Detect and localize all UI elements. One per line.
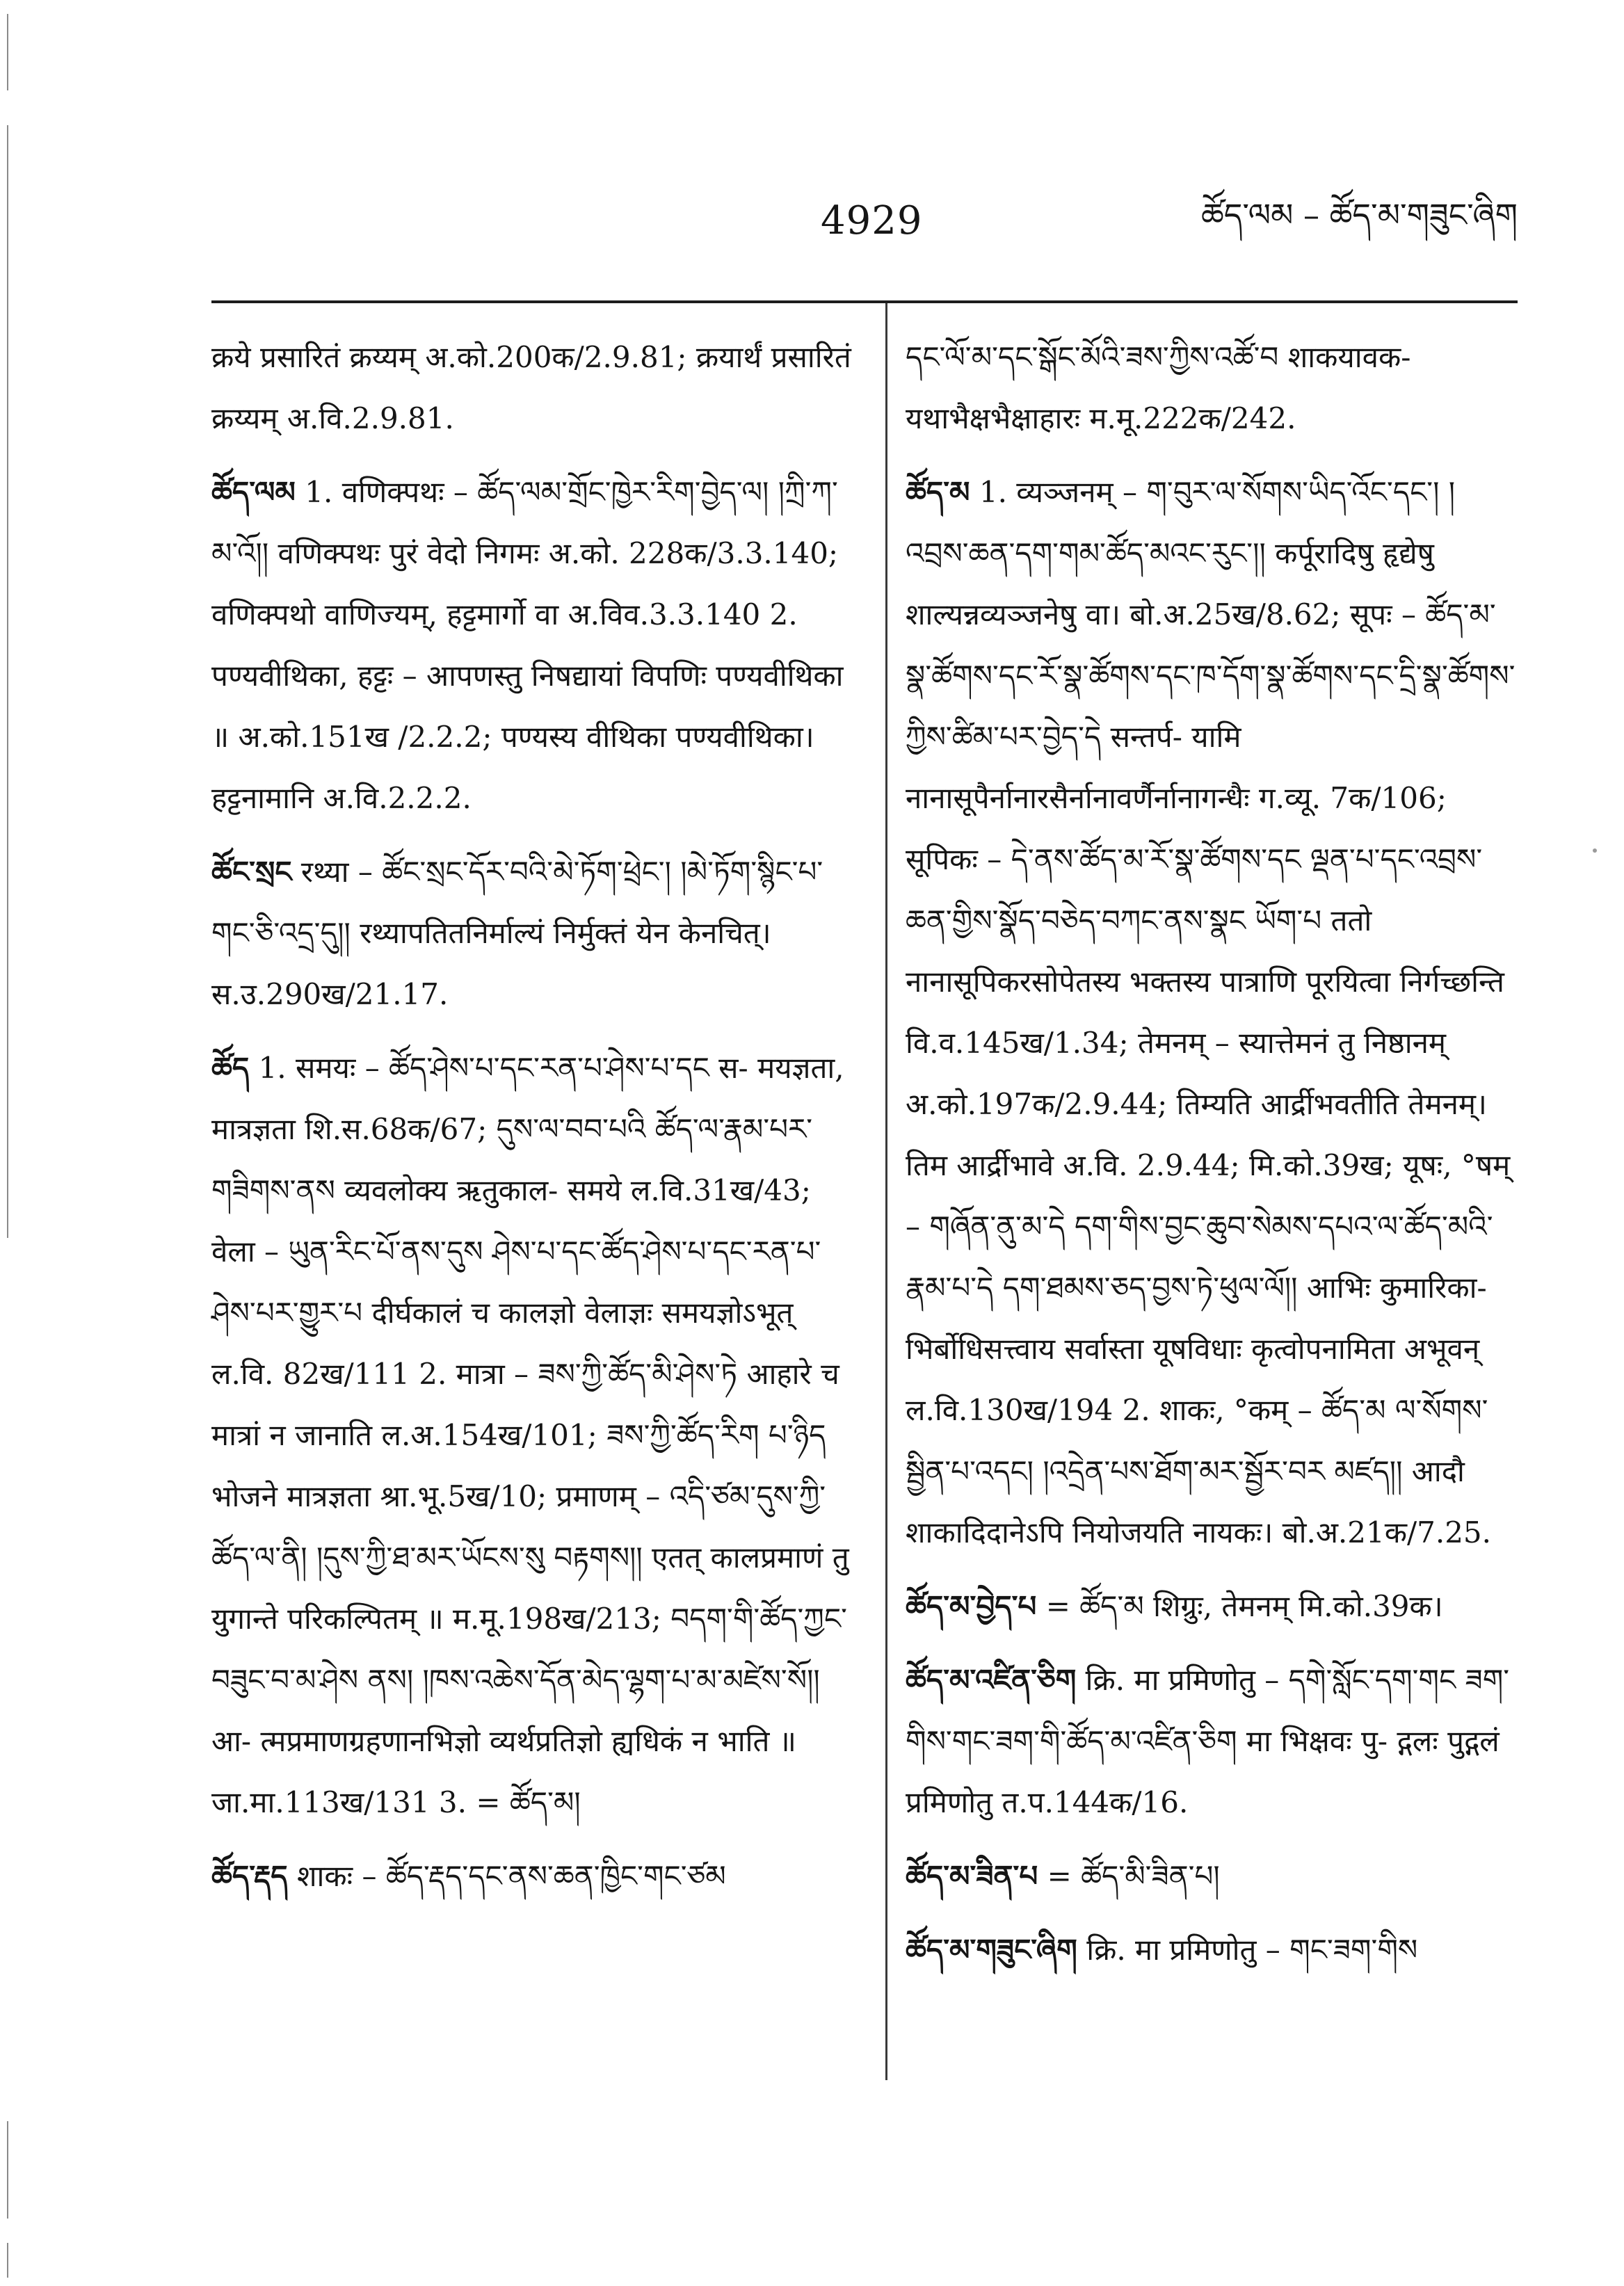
entry-headword: ཚོད་རྡད	[211, 1859, 288, 1893]
scan-speck	[1593, 848, 1597, 853]
entry-text: क्रि. मा प्रमिणोतु – གང་ཟག་གིས	[1077, 1933, 1418, 1967]
dictionary-entry	[906, 1846, 1518, 1907]
dictionary-entry	[211, 462, 858, 829]
right-continuation: དང་ལོ་མ་དང་སྒོང་མོའི་ཟས་ཀྱིས་འཚོ་བ शाकयावक- यथाभैक्षभैक्षाहारः म.मू.222क/242.	[906, 340, 1411, 435]
dictionary-entry	[906, 1576, 1518, 1637]
dictionary-entry	[211, 842, 858, 1025]
right-column	[906, 327, 1518, 1993]
dictionary-entry	[906, 462, 1518, 1563]
header-rule	[211, 300, 1518, 303]
entry-text: 1. व्यञ्जनम् – ག་བུར་ལ་སོགས་ཡིད་འོང་དང་། །འབྲས་ཆན་དག་གམ་ཚོད་མའང་རུང་།། कर्पूरादिषु हृद्येषु शाल्यन्नव्यञ्जनेषु वा। बो.अ.25ख/8.62; सूपः – ཚོད་མ་སྣ་ཚོགས་དང་རོ་སྣ་ཚོགས་དང་ཁ་དོག་སྣ་ཚོགས་དང་དྲི་སྣ་ཚོགས་ཀྱིས་ཚིམ་པར་བྱེད་དེ सन्तर्प- यामि नानासूपैर्नानारसैर्नानावर्णैर्नानागन्धैः ग.व्यू. 7क/106; सूपिकः – དེ་ནས་ཚོད་མ་རོ་སྣ་ཚོགས་དང ལྡན་པ་དང་འབྲས་ཆན་གྱིས་སྣོད་བཅེད་བཀང་ནས་སྣང ཡོག་པ ततो नानासूपिकरसोपेतस्य भक्तस्य पात्राणि पूरयित्वा निर्गच्छन्ति वि.व.145ख/1.34; तेमनम् – स्यात्तेमनं तु निष्ठानम् अ.को.197क/2.9.44; तिम्यति आर्द्रीभवतीति तेमनम्। तिम आर्द्रीभावे अ.वि. 2.9.44; मि.को.39ख; यूषः, °षम् – གཞོན་ནུ་མ་དེ དག་གིས་བྱང་ཆུབ་སེམས་དཔའ་ལ་ཚོད་མའི་རྣམ་པ་དེ དག་ཐམས་ཅད་བྱས་ཏེ་ཕུལ་ལོ།། आभिः कुमारिका- भिर्बोधिसत्त्वाय सर्वास्ता यूषविधाः कृत्वोपनामिता अभूवन् ल.वि.130ख/194 2. शाकः, °कम् – ཚོད་མ ལ་སོགས་སྦྱིན་པ་འདང། །འདྲེན་པས་ཐོག་མར་སྦྱོར་བར མཛད།། आदौ शाकादिदानेऽपि नियोजयति नायकः। बो.अ.21क/7.25.	[906, 475, 1516, 1550]
page-number: 4929	[821, 198, 923, 243]
dictionary-entry	[211, 1846, 858, 1907]
dictionary-entry	[211, 1038, 858, 1833]
entry-headword: ཚོད་མ་བྱེད་པ	[906, 1589, 1037, 1623]
entry-text: 1. वणिक्पथः – ཚོད་ལམ་གྲོང་ཁྱེར་རིག་བྱེད་ལ། །ཀྲི་ཀ་མ་འོ།། वणिक्पथः पुरं वेदो निगमः अ.को. 228क/3.3.140; वणिक्पथो वाणिज्यम्, हट्टमार्गो वा अ.विव.3.3.140 2. पण्यवीथिका, हट्टः – आपणस्तु निषद्यायां विपणिः पण्यवीथिका ॥ अ.को.151ख /2.2.2; पण्यस्य वीथिका पण्यवीथिका। हट्टनामानि अ.वि.2.2.2.	[211, 475, 844, 815]
entry-headword: ཚོད་མ་གཟུང་ཞིག	[906, 1933, 1077, 1967]
entry-headword: ཚོད་མ་ཟིན་པ	[906, 1859, 1038, 1893]
entry-text: = ཚོད་མ शिग्रुः, तेमनम् मि.को.39क।	[1036, 1589, 1443, 1623]
entry-headword: ཚོང་སྲང	[211, 855, 292, 889]
entry-headword: ཚོད་ལམ	[211, 475, 296, 509]
entry-text: क्रि. मा प्रमिणोतु – དགེ་སློང་དག་གང ཟག་གིས་གང་ཟག་གི་ཚོད་མ་འཛིན་ཅིག मा भिक्षवः पु- द्गलः पुद्गलं प्रमिणोतु त.प.144क/16.	[906, 1663, 1510, 1819]
entry-headword: ཚོད་མ	[906, 475, 970, 509]
left-continuation: क्रये प्रसारितं क्रय्यम् अ.को.200क/2.9.81; क्रयार्थं प्रसारितं क्रय्यम् अ.वि.2.9.81.	[211, 340, 851, 435]
running-head: ཚོད་ལམ – ཚོད་མ་གཟུང་ཞིག	[1200, 196, 1518, 234]
entry-text: 1. समयः – ཚོད་ཤེས་པ་དང་རན་པ་ཤེས་པ་དང स- मयज्ञता, मात्रज्ञता शि.स.68क/67; དུས་ལ་བབ་པའི ཚོད་ལ་རྣམ་པར་གཟིགས་ནས व्यवलोक्य ऋतुकाल- समये ल.वि.31ख/43; वेला – ཡུན་རིང་པོ་ནས་དུས ཤེས་པ་དང་ཚོད་ཤེས་པ་དང་རན་པ་ཤེས་པར་གྱུར་པ दीर्घकालं च कालज्ञो वेलाज्ञः समयज्ञोऽभूत् ल.वि. 82ख/111 2. मात्रा – ཟས་ཀྱི་ཚོད་མི་ཤེས་ཏེ आहारे च मात्रां न जानाति ल.अ.154ख/101; ཟས་ཀྱི་ཚོད་རིག པ་ཉིད भोजने मात्रज्ञता श्रा.भू.5ख/10; प्रमाणम् – འདི་ཙམ་དུས་ཀྱི་ཚོད་ལ་ནི། །དུས་ཀྱི་ཐ་མར་ཡོངས་སུ བརྟགས།། एतत् कालप्रमाणं तु युगान्ते परिकल्पितम् ॥ म.मू.198ख/213; བདག་གི་ཚོད་ཀྱང་བཟུང་བ་མ་ཤེས ནས། །ཁས་འཆེས་དོན་མེད་ལྷག་པ་མ་མཛེས་སོ།། आ- त्मप्रमाणग्रहणानभिज्ञो व्यर्थप्रतिज्ञो ह्यधिकं न भाति ॥ जा.मा.113ख/131 3. = ཚོད་མ།	[211, 1051, 849, 1819]
entry-text: रथ्या – ཚོང་སྲང་དོར་བའི་མེ་ཏོག་ཕྲེང་། །མེ་ཏོག་སྙིང་པ་གང་ཅི་འདྲ་དུ།། रथ्यापतितनिर्माल्यं निर्मुक्तं येन केनचित्। स.उ.290ख/21.17.	[211, 855, 823, 1011]
column-divider	[885, 303, 887, 2080]
entry-headword: ཚོད	[211, 1051, 250, 1085]
scan-edge-mark	[4, 0, 11, 2286]
entry-text: शाकः – ཚོད་རྡད་དང་ནས་ཆན་ཁྱིང་གང་ཙམ	[287, 1859, 726, 1893]
entry-text: = ཚོད་མི་ཟིན་པ།	[1038, 1859, 1220, 1893]
entry-headword: ཚོད་མ་འཛིན་ཅིག	[906, 1663, 1077, 1697]
dictionary-entry	[906, 1919, 1518, 1981]
left-column	[211, 327, 858, 1919]
dictionary-entry	[906, 1650, 1518, 1833]
